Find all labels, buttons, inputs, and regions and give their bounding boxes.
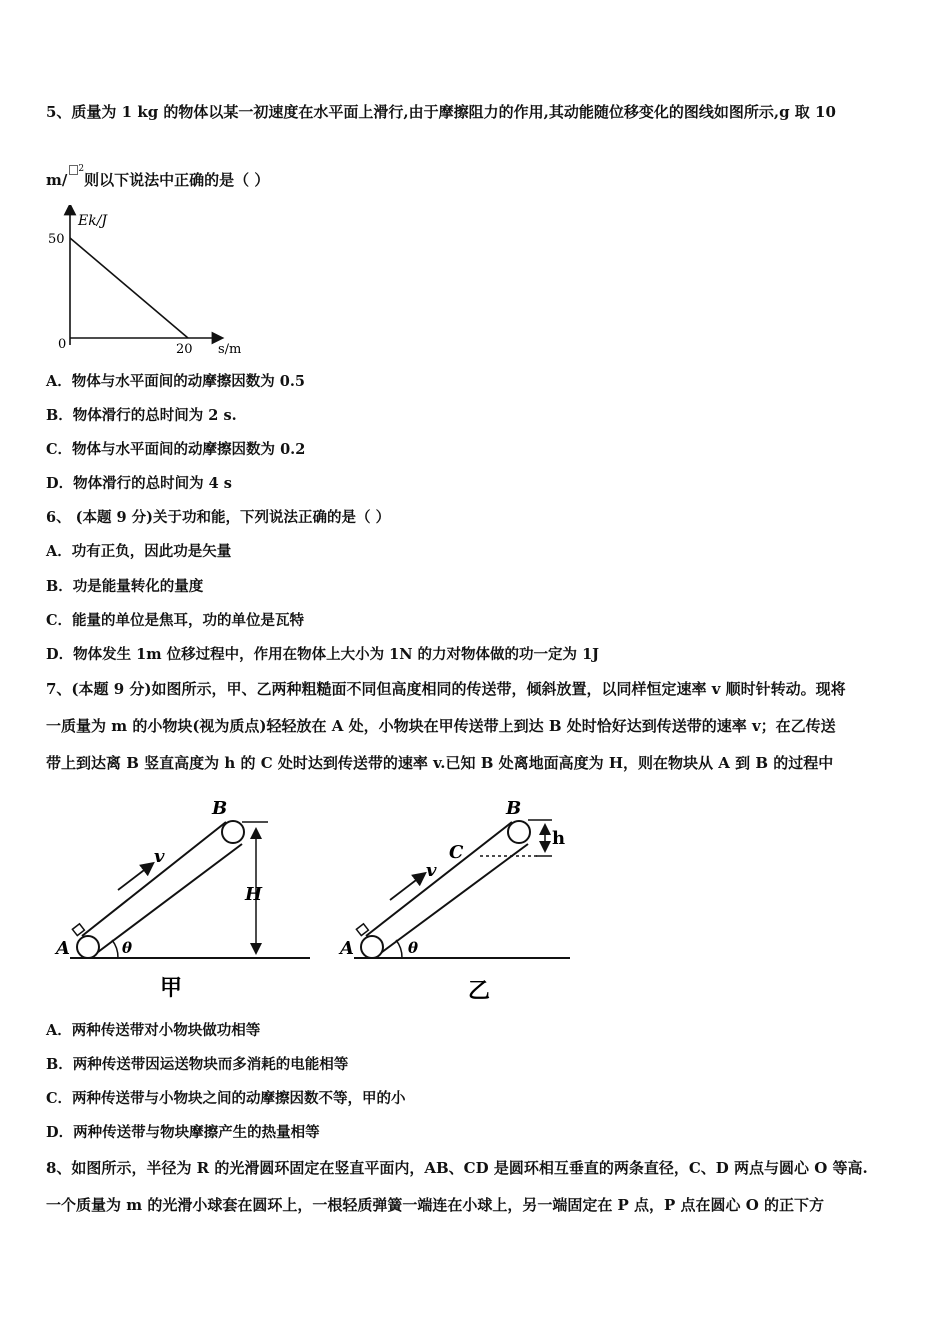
block-yi <box>356 924 368 936</box>
q5-unit: m/ <box>46 171 68 189</box>
belt-upper-jia <box>82 822 226 936</box>
q6-option-d: D．物体发生 1m 位移过程中，作用在物体上大小为 1N 的力对物体做的功一定为 1J <box>46 646 600 663</box>
missing-glyph-box <box>69 165 78 175</box>
pulley-b-yi <box>508 821 530 843</box>
angle-arc-jia <box>112 940 118 958</box>
label-b-jia: B <box>212 798 228 819</box>
caption-yi: 乙 <box>468 978 491 1004</box>
conveyor-jia <box>54 798 310 1001</box>
q7-option-c: C．两种传送带与小物块之间的动摩擦因数不等，甲的小 <box>46 1090 406 1107</box>
ek-s-chart <box>40 205 260 365</box>
q5-option-a: A．物体与水平面间的动摩擦因数为 0.5 <box>46 373 306 390</box>
label-a-yi: A <box>340 938 354 959</box>
label-h-big: H <box>245 884 263 905</box>
caption-jia: 甲 <box>160 975 183 1001</box>
chart-origin-label: 0 <box>58 337 67 352</box>
chart-x-label: s/m <box>218 342 242 357</box>
chart-y-label: Ek/J <box>78 213 108 229</box>
q5-exponent: 2 <box>78 164 85 174</box>
q7-option-a: A．两种传送带对小物块做功相等 <box>46 1022 261 1039</box>
chart-x-tick-20: 20 <box>176 342 193 357</box>
velocity-arrow-jia <box>118 864 152 890</box>
label-theta-yi: θ <box>408 939 419 957</box>
q5-stem-line2 <box>46 165 269 193</box>
q8-stem-line2: 一个质量为 m 的光滑小球套在圆环上，一根轻质弹簧一端连在小球上，另一端固定在 P 点，P 点在圆心 O 的正下方 <box>46 1196 825 1214</box>
label-c-yi: C <box>449 842 464 863</box>
velocity-arrow-yi <box>390 874 424 900</box>
q5-option-b: B．物体滑行的总时间为 2 s. <box>46 407 237 424</box>
label-a-jia: A <box>56 938 70 959</box>
q7-stem-line1: 7、(本题 9 分)如图所示，甲、乙两种粗糙面不同但高度相同的传送带，倾斜放置，以同样恒定速率 v 顺时针转动。现将 <box>46 680 846 698</box>
label-v-jia: v <box>154 846 165 867</box>
pulley-a-yi <box>361 936 383 958</box>
q5-stem-line1: 5、质量为 1 kg 的物体以某一初速度在水平面上滑行,由于摩擦阻力的作用,其动能随位移变化的图线如图所示,g 取 10 <box>46 103 836 121</box>
chart-series-line <box>70 238 188 338</box>
angle-arc-yi <box>396 940 402 958</box>
label-b-yi: B <box>506 798 522 819</box>
q7-stem-line2: 一质量为 m 的小物块(视为质点)轻轻放在 A 处，小物块在甲传送带上到达 B 处时恰好达到传送带的速率 v；在乙传送 <box>46 717 836 735</box>
q7-stem-line3: 带上到达离 B 竖直高度为 h 的 C 处时达到传送带的速率 v.已知 B 处离地面高度为 H，则在物块从 A 到 B 的过程中 <box>46 754 834 772</box>
conveyor-yi <box>338 798 570 1004</box>
q7-option-b: B．两种传送带因运送物块而多消耗的电能相等 <box>46 1056 349 1073</box>
label-v-yi: v <box>426 860 437 881</box>
pulley-a-jia <box>77 936 99 958</box>
q6-option-a: A．功有正负，因此功是矢量 <box>46 543 232 560</box>
q6-option-c: C．能量的单位是焦耳，功的单位是瓦特 <box>46 612 305 629</box>
belt-upper-yi <box>366 822 512 936</box>
q6-option-b: B．功是能量转化的量度 <box>46 578 204 595</box>
q7-option-d: D．两种传送带与物块摩擦产生的热量相等 <box>46 1124 320 1141</box>
q6-stem: 6、 (本题 9 分)关于功和能，下列说法正确的是（ ） <box>46 509 391 526</box>
q5-option-c: C．物体与水平面间的动摩擦因数为 0.2 <box>46 441 306 458</box>
pulley-b-jia <box>222 821 244 843</box>
label-theta-jia: θ <box>122 939 133 957</box>
conveyor-figure <box>40 790 600 1010</box>
chart-y-tick-50: 50 <box>48 232 65 247</box>
block-jia <box>72 924 84 936</box>
q5-option-d: D．物体滑行的总时间为 4 s <box>46 475 232 492</box>
q5-stem-rest: 则以下说法中正确的是（ ） <box>84 171 270 189</box>
label-h-small: h <box>552 828 566 849</box>
q8-stem-line1: 8、如图所示，半径为 R 的光滑圆环固定在竖直平面内，AB、CD 是圆环相互垂直的两条直径，C、D 两点与圆心 O 等高. <box>46 1159 868 1177</box>
